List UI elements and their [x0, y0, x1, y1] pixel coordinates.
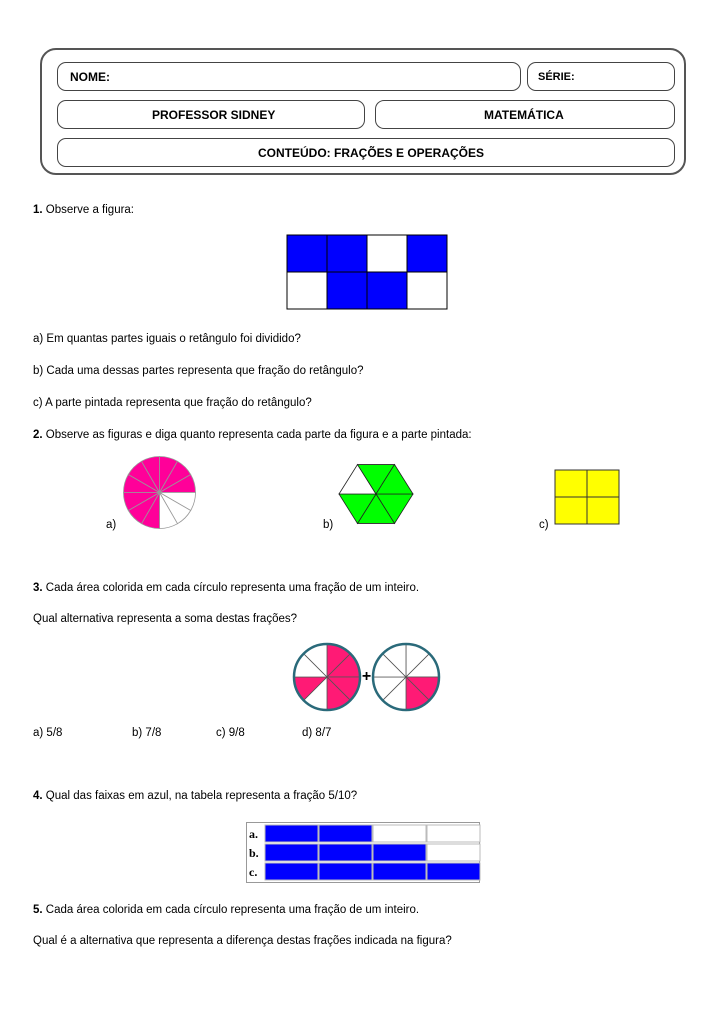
professor-name: PROFESSOR SIDNEY [152, 107, 276, 122]
q1-grid-cell [407, 235, 447, 272]
q3-text: Cada área colorida em cada círculo representa uma fração de um inteiro. [45, 582, 420, 594]
name-label: NOME: [70, 69, 110, 84]
q1-grid-cell [327, 235, 367, 272]
q4-strips-table [246, 822, 480, 883]
q1-grid-cell [367, 235, 407, 272]
content-title: CONTEÚDO: FRAÇÕES E OPERAÇÕES [258, 145, 485, 160]
q1-rectangle-figure [286, 234, 446, 310]
q4-text: Qual das faixas em azul, na tabela representa a fração 5/10? [45, 790, 358, 802]
q5-question: Qual é a alternativa que representa a diferença destas frações indicada na figura? [33, 935, 452, 947]
q4-strip-cell [373, 863, 426, 880]
q3-option-a: a) 5/8 [33, 727, 63, 739]
q1-prompt [33, 203, 134, 217]
q2-text: Observe as figuras e diga quanto representa cada parte da figura e a parte pintada: [45, 429, 472, 441]
q3-number: 3. [33, 582, 43, 594]
q1-grid-cell [407, 272, 447, 309]
q1-grid-cell [327, 272, 367, 309]
q2-square-part [555, 470, 587, 497]
q2-number: 2. [33, 429, 43, 441]
q1-grid-cell [287, 272, 327, 309]
q4-strip-cell [319, 844, 372, 861]
q4-strip-cell [319, 863, 372, 880]
q1-grid-cell [287, 235, 327, 272]
q2-square-figure [554, 469, 620, 524]
q2-label-b: b) [323, 519, 334, 531]
q4-strip-cell [319, 825, 372, 842]
content-box [57, 138, 675, 167]
q2-prompt [33, 428, 472, 442]
q4-strip-cell [265, 825, 318, 842]
q1-item-b: b) Cada uma dessas partes representa que fração do retângulo? [33, 365, 364, 377]
q5-prompt [33, 903, 419, 917]
q5-number: 5. [33, 904, 43, 916]
q2-label-a: a) [106, 519, 117, 531]
q4-prompt [33, 789, 357, 803]
q2-square-part [587, 497, 619, 524]
q2-square-part [587, 470, 619, 497]
q4-strip-cell [427, 863, 480, 880]
q3-prompt [33, 581, 419, 595]
serie-field[interactable] [527, 62, 675, 91]
q4-strip-cell [373, 825, 426, 842]
q3-option-b: b) 7/8 [132, 727, 162, 739]
q4-strip-cell [427, 844, 480, 861]
name-field[interactable] [57, 62, 521, 91]
q1-item-a: a) Em quantas partes iguais o retângulo foi dividido? [33, 333, 301, 345]
q3-circles-figure [293, 641, 441, 713]
serie-label: SÉRIE: [538, 70, 575, 83]
q1-number: 1. [33, 204, 43, 216]
professor-box [57, 100, 365, 129]
q5-text: Cada área colorida em cada círculo representa uma fração de um inteiro. [45, 904, 420, 916]
q1-grid-cell [367, 272, 407, 309]
q2-hexagon-figure [338, 459, 414, 529]
q3-plus-sign: + [361, 668, 372, 685]
subject-box [375, 100, 675, 129]
q4-row-label: c. [249, 865, 258, 879]
q1-text: Observe a figura: [45, 204, 135, 216]
q3-option-c: c) 9/8 [216, 727, 245, 739]
q4-number: 4. [33, 790, 43, 802]
q4-strip-cell [427, 825, 480, 842]
q1-item-c: c) A parte pintada representa que fração do retângulo? [33, 397, 312, 409]
q2-circle-figure [122, 455, 197, 530]
q3-option-d: d) 8/7 [302, 727, 332, 739]
q4-strip-cell [373, 844, 426, 861]
q3-question: Qual alternativa representa a soma destas frações? [33, 613, 298, 625]
q4-strip-cell [265, 863, 318, 880]
q4-row-label: b. [249, 846, 259, 860]
q2-label-c: c) [539, 519, 549, 531]
subject-name: MATEMÁTICA [484, 107, 564, 122]
q4-row-label: a. [249, 827, 258, 841]
q2-square-part [555, 497, 587, 524]
q4-strip-cell [265, 844, 318, 861]
